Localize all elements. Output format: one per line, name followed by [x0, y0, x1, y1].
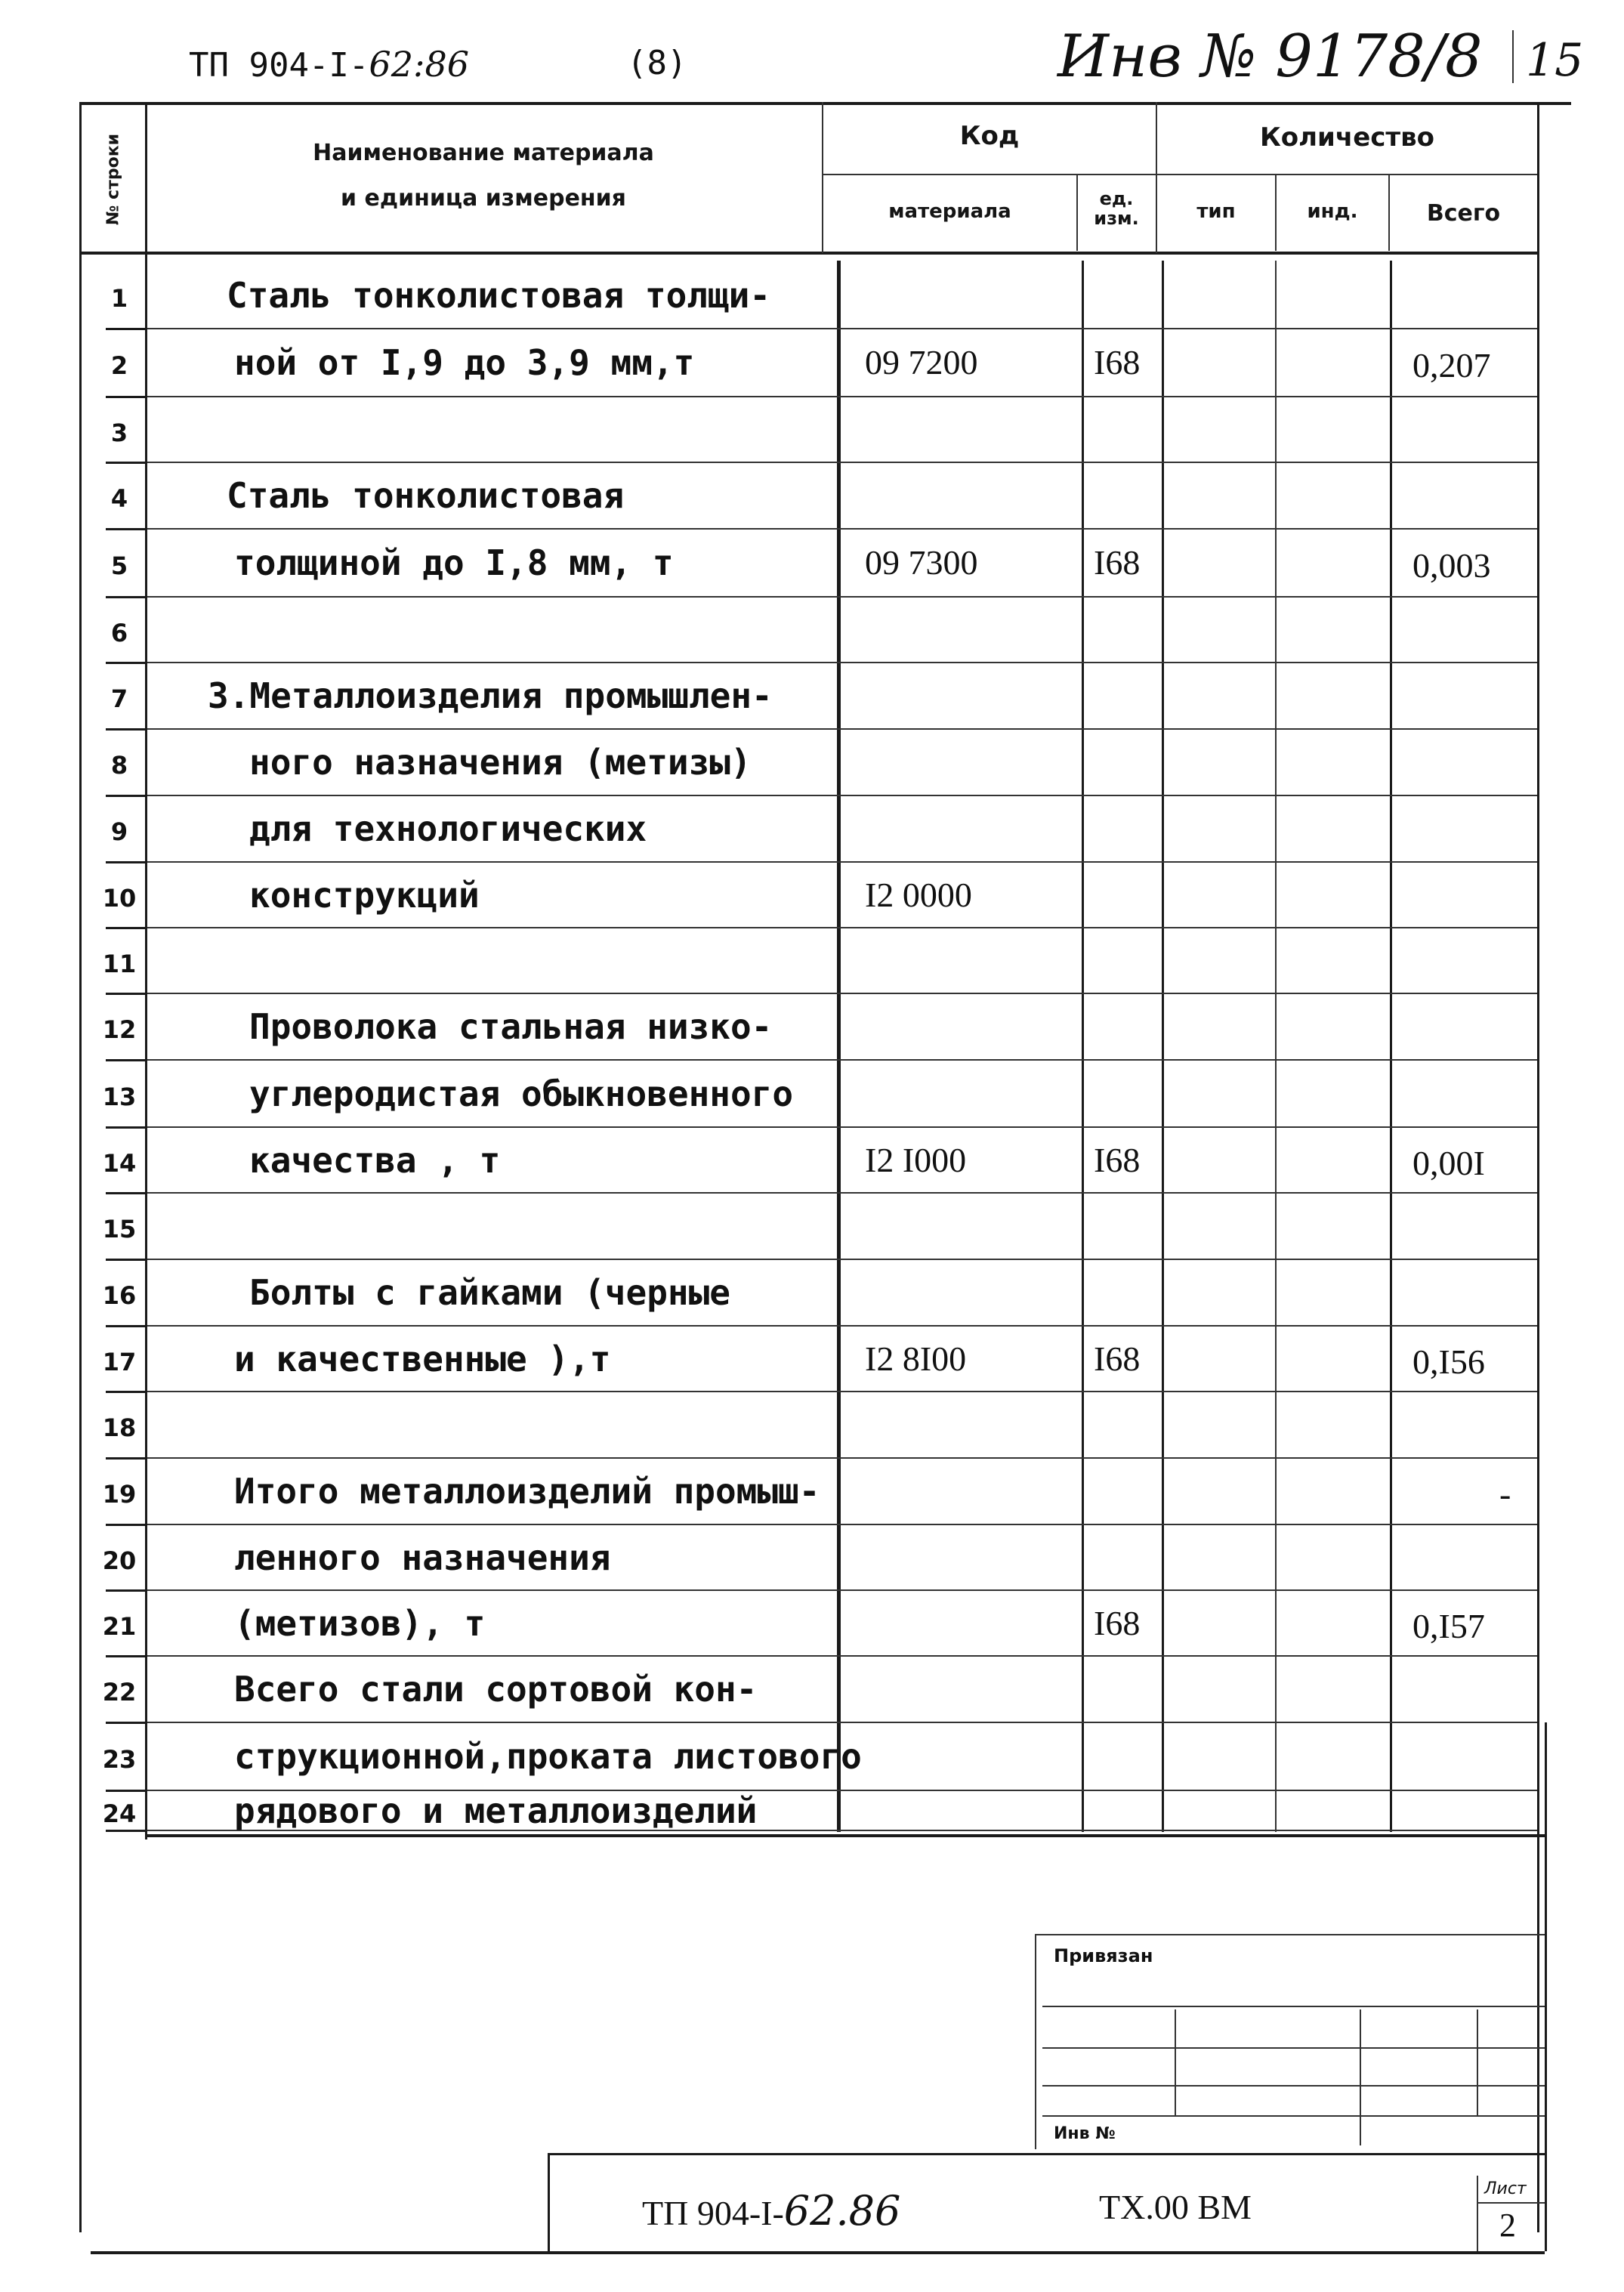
- material-code: 09 7200: [865, 343, 978, 381]
- table-top-border: [79, 102, 1571, 105]
- material-code: 09 7300: [865, 543, 978, 582]
- row-number: 12: [102, 1015, 137, 1044]
- quantity-total: 0,I56: [1413, 1342, 1485, 1381]
- quantity-header: Количество: [1259, 122, 1434, 153]
- code-unit-column-border: [1082, 261, 1084, 1832]
- row-separator: [147, 1325, 1537, 1327]
- row-number-separator: [106, 528, 145, 530]
- material-code: I2 I000: [865, 1140, 967, 1179]
- material-name: Сталь тонколистовая: [227, 475, 625, 516]
- row-number-separator: [106, 1722, 145, 1724]
- row-number-separator: [106, 1325, 145, 1327]
- stamp-line-4: [1042, 2115, 1545, 2117]
- table-right-border: [1537, 102, 1539, 2232]
- stamp-privyazan-label: Привязан: [1054, 1945, 1153, 1966]
- row-number-separator: [106, 596, 145, 598]
- row-number-separator: [106, 396, 145, 398]
- row-number: 10: [102, 883, 137, 913]
- row-separator: [147, 993, 1537, 994]
- row-number: 15: [102, 1215, 137, 1243]
- row-number-separator: [106, 927, 145, 929]
- row-number-separator: [106, 861, 145, 863]
- name-header-line2: и единица измерения: [341, 185, 626, 212]
- header-bottom-border: [79, 252, 1537, 255]
- material-name: толщиной до I,8 мм, т: [234, 542, 674, 583]
- row-separator: [147, 861, 1537, 863]
- material-name: ленного назначения: [234, 1537, 611, 1578]
- material-code: I2 8I00: [865, 1339, 967, 1378]
- unit-type-column-border: [1162, 261, 1164, 1832]
- row-separator: [147, 462, 1537, 463]
- row-number: 21: [102, 1611, 137, 1641]
- line-no-header: № строки: [103, 133, 123, 226]
- doc-code-header: [189, 44, 469, 85]
- header-sub-border: [823, 174, 1537, 175]
- quantity-total: 0,00I: [1413, 1143, 1485, 1182]
- material-name: струкционной,проката листового: [234, 1736, 862, 1777]
- stamp-top-border: [1035, 1934, 1545, 1935]
- material-name: Проволока стальная низко-: [249, 1006, 773, 1047]
- row-number: 4: [110, 484, 128, 513]
- row-number: 6: [110, 618, 128, 647]
- row-number-separator: [106, 462, 145, 464]
- code-header: Код: [959, 121, 1020, 151]
- title-code-hand: 62.86: [783, 2187, 901, 2235]
- material-code: I2 0000: [865, 875, 972, 914]
- code-unit-header-border: [1076, 175, 1078, 251]
- material-name: ного назначения (метизы): [249, 742, 752, 783]
- row-number: 1: [110, 284, 128, 313]
- row-separator: [147, 528, 1537, 530]
- stamp-line-1: [1042, 2006, 1545, 2007]
- unit-code: I68: [1094, 543, 1141, 582]
- title-sheet-divider: [1477, 2176, 1478, 2251]
- row-number: 3: [110, 418, 128, 447]
- row-number-separator: [106, 728, 145, 731]
- row-separator: [147, 1259, 1537, 1260]
- material-name: Итого металлоизделий промыш-: [234, 1471, 820, 1512]
- row-number: 18: [102, 1413, 137, 1442]
- row-number: 7: [110, 684, 128, 713]
- table-bottom-border: [145, 1834, 1546, 1837]
- doc-code-prefix: ТП 904-I-: [189, 46, 369, 85]
- stamp-col-1: [1175, 2009, 1176, 2115]
- name-header-line1: Наименование материала: [313, 140, 654, 166]
- title-sheet-number: 2: [1499, 2207, 1516, 2244]
- code-unit-header: ед. изм.: [1094, 188, 1139, 229]
- row-separator: [147, 1126, 1537, 1128]
- title-sheet-label: Лист: [1484, 2179, 1527, 2198]
- material-name: Болты с гайками (черные: [249, 1272, 730, 1313]
- row-number-separator: [106, 1391, 145, 1393]
- row-number: 13: [102, 1082, 137, 1111]
- qty-ind-header: инд.: [1307, 200, 1358, 223]
- unit-code: I68: [1094, 343, 1141, 381]
- stamp-line-2: [1042, 2047, 1545, 2049]
- row-separator: [147, 1524, 1537, 1525]
- row-number-separator: [106, 795, 145, 797]
- stamp-inv-label: Инв №: [1054, 2124, 1116, 2143]
- row-separator: [147, 927, 1537, 928]
- page-bottom-border: [91, 2251, 1545, 2254]
- line-no-column-border: [145, 102, 147, 1839]
- row-number-separator: [106, 1126, 145, 1129]
- inventory-number: Инв № 9178/8: [1057, 23, 1483, 91]
- material-name: (метизов), т: [234, 1602, 486, 1644]
- row-number: 5: [110, 551, 128, 580]
- title-doc-code: ТХ.00 ВМ: [1099, 2188, 1252, 2226]
- material-name: Сталь тонколистовая толщи-: [227, 275, 771, 316]
- row-number-separator: [106, 662, 145, 664]
- row-number: 8: [110, 751, 128, 780]
- unit-code: I68: [1094, 1140, 1141, 1179]
- ind-total-column-border: [1390, 261, 1392, 1832]
- row-separator: [147, 1589, 1537, 1591]
- row-separator: [147, 396, 1537, 397]
- row-number-separator: [106, 1589, 145, 1592]
- row-number-separator: [106, 1524, 145, 1526]
- material-name: для технологических: [249, 808, 647, 849]
- header-divider: [1512, 30, 1514, 83]
- row-separator: [147, 1457, 1537, 1459]
- stamp-col-2: [1360, 2009, 1361, 2145]
- row-number-separator: [106, 1830, 145, 1832]
- quantity-total: 0,I57: [1413, 1606, 1485, 1645]
- row-number-separator: [106, 1059, 145, 1061]
- row-separator: [147, 728, 1537, 730]
- row-number: 19: [102, 1480, 137, 1509]
- qty-total-header: Всего: [1426, 200, 1501, 227]
- stamp-col-3: [1477, 2009, 1478, 2115]
- table-left-border: [79, 102, 82, 2232]
- row-number-separator: [106, 1790, 145, 1792]
- row-separator: [147, 795, 1537, 796]
- row-separator: [147, 328, 1537, 329]
- material-name: и качественные ),т: [234, 1338, 611, 1379]
- row-number: 23: [102, 1745, 137, 1774]
- unit-code: I68: [1094, 1603, 1141, 1642]
- row-separator: [147, 1722, 1537, 1723]
- title-code: [642, 2187, 900, 2235]
- title-sheet-sub: [1477, 2202, 1545, 2204]
- row-separator: [147, 1391, 1537, 1392]
- row-number-separator: [106, 328, 145, 330]
- quantity-total: 0,003: [1413, 546, 1491, 585]
- row-separator: [147, 596, 1537, 598]
- material-name: рядового и металлоизделий: [234, 1790, 758, 1831]
- name-code-column-border: [837, 261, 841, 1832]
- qty-type-header: тип: [1196, 200, 1236, 223]
- material-name: углеродистая обыкновенного: [249, 1073, 794, 1114]
- total-right-border-lower: [1545, 1722, 1547, 2251]
- row-number: 9: [110, 817, 128, 846]
- row-number: 20: [102, 1546, 137, 1575]
- title-code-prefix: ТП 904-I-: [642, 2194, 784, 2232]
- material-name: 3.Металлоизделия промышлен-: [208, 675, 773, 716]
- quantity-total: 0,207: [1413, 346, 1491, 385]
- row-separator: [147, 1192, 1537, 1194]
- quantity-total: -: [1499, 1475, 1511, 1513]
- sheet-number-hand: 15: [1526, 34, 1584, 87]
- row-number: 14: [102, 1148, 137, 1178]
- code-material-header: материала: [888, 200, 1011, 223]
- material-name: конструкций: [249, 874, 480, 916]
- row-number: 2: [110, 351, 128, 380]
- doc-code-hand: 62:86: [369, 44, 469, 85]
- material-name: Всего стали сортовой кон-: [234, 1669, 758, 1710]
- row-number-separator: [106, 1259, 145, 1261]
- material-name: ной от I,9 до 3,9 мм,т: [234, 342, 695, 383]
- title-block-top: [548, 2153, 1545, 2155]
- page-number-brackets: (8): [627, 44, 687, 82]
- unit-code: I68: [1094, 1339, 1141, 1378]
- row-separator: [147, 1655, 1537, 1657]
- row-number: 16: [102, 1281, 137, 1310]
- stamp-left-border: [1035, 1934, 1036, 2149]
- type-ind-column-border: [1275, 261, 1277, 1832]
- row-number-separator: [106, 1192, 145, 1194]
- title-block-left: [548, 2153, 550, 2251]
- row-number-separator: [106, 1457, 145, 1460]
- row-number-separator: [106, 1655, 145, 1657]
- material-name: качества , т: [249, 1139, 501, 1181]
- row-number-separator: [106, 993, 145, 995]
- stamp-line-3: [1042, 2085, 1545, 2087]
- row-number: 22: [102, 1678, 137, 1707]
- row-separator: [147, 1059, 1537, 1061]
- row-number: 17: [102, 1347, 137, 1376]
- row-separator: [147, 662, 1537, 663]
- row-number: 24: [102, 1799, 137, 1828]
- row-number: 11: [102, 949, 137, 978]
